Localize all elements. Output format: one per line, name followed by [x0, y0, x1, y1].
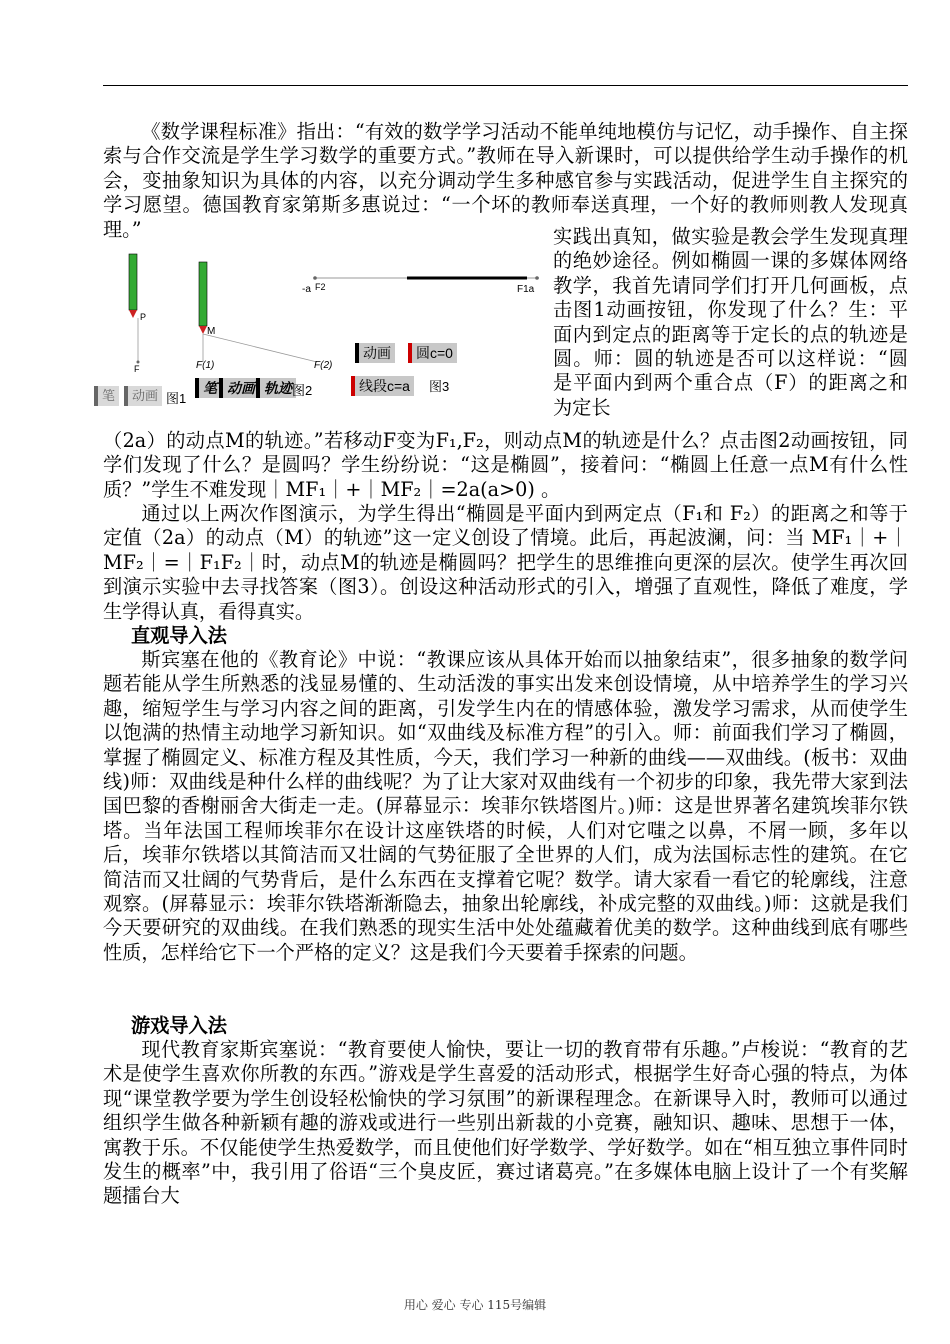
figure-3-drawing [307, 270, 547, 290]
label-f2: F(2) [314, 360, 333, 371]
fig3-segment-button[interactable]: 线段c=a [351, 376, 414, 396]
paragraph-1-continued: （2a）的动点M的轨迹。”若移动F变为F₁,F₂，则动点M的轨迹是什么？点击图2动画按钮，同学们发现了什么？是圆吗？学生纷纷说：“这是椭圆”，接着问：“椭圆上任意一点M有什么性质？”学生不难发现｜MF₁｜+｜MF₂｜=2a(a>0) 。 [103, 429, 908, 501]
fig1-pen-button[interactable]: 笔 [94, 386, 119, 406]
pen-bar-green-2 [199, 262, 207, 326]
label-f: F [134, 364, 140, 374]
page-footer: 用心 爱心 专心 115号编辑 [403, 1298, 547, 1312]
heading-intuitive: 直观导入法 [131, 624, 227, 647]
figures-area [92, 250, 547, 410]
point-neg-a [313, 276, 317, 280]
fig2-pen-button[interactable]: 笔 [195, 378, 221, 398]
fig3-circle-button[interactable]: 圆c=0 [408, 343, 457, 363]
fig2-trace-button[interactable]: 轨迹 [256, 378, 296, 398]
string-to-f2 [203, 334, 317, 362]
label-m: M [207, 326, 216, 337]
label-p: P [140, 312, 147, 322]
paragraph-3: 斯宾塞在他的《教育论》中说：“教课应该从具体开始而以抽象结束”，很多抽象的数学问题若能从学生所熟悉的浅显易懂的、生动活泼的事实出发来创设情境，从中培养学生的学习兴趣，缩短学生与学习内容之间的距离，引发学生内在的情感体验，激发学习需求，从而使学生以饱满的热情主动地学习新知识。如“双曲线及标准方程”的引入。师：前面我们学习了椭圆，掌握了椭圆定义、标准方程及其性质，今天，我们学习一种新的曲线——双曲线。(板书：双曲线)师：双曲线是种什么样的曲线呢？为了让大家对双曲线有一个初步的印象，我先带大家到法国巴黎的香榭丽舍大街走一走。(屏幕显示：埃菲尔铁塔图片。)师：这是世界著名建筑埃菲尔铁塔。当年法国工程师埃菲尔在设计这座铁塔的时候，人们对它嗤之以鼻，不屑一顾，多年以后，埃菲尔铁塔以其简洁而又壮阔的气势征服了全世界的人们，成为法国标志性的建筑。在它简洁而又壮阔的气势背后，是什么东西在支撑着它呢？数学。请大家看一看它的轮廓线，注意观察。(屏幕显示：埃菲尔铁塔渐渐隐去，抽象出轮廓线，补成完整的双曲线。)师：这就是我们今天要研究的双曲线。在我们熟悉的现实生活中处处蕴藏着优美的数学。这种曲线到底有哪些性质，怎样给它下一个严格的定义？这是我们今天要着手探索的问题。 [103, 648, 908, 964]
fig1-animate-button[interactable]: 动画 [124, 386, 162, 406]
heading-game: 游戏导入法 [131, 1014, 227, 1037]
figure-2-drawing [187, 250, 337, 375]
label-f1a: F1a [517, 284, 535, 295]
figure-1-drawing [92, 250, 172, 370]
pen-bar-green [129, 254, 137, 310]
paragraph-1: 《数学课程标准》指出：“有效的数学学习活动不能单纯地模仿与记忆，动手操作、自主探索与合作交流是学生学习数学的重要方式。”教师在导入新课时，可以提供给学生动手操作的机会，变抽象知识为具体的内容，以充分调动学生多种感官参与实践活动，促进学生自主探究的学习愿望。德国教育家第斯多惠说过：“一个坏的教师奉送真理，一个好的教师则教人发现真理。” [103, 120, 908, 241]
header-rule [103, 85, 908, 86]
fig1-caption: 图1 [166, 391, 187, 406]
paragraph-2: 通过以上两次作图演示，为学生得出“椭圆是平面内到两定点（F₁和 F₂）的距离之和等于定值（2a）的动点（M）的轨迹”这一定义创设了情境。此后，再起波澜，问：当 MF₁｜+｜MF₂｜=｜F₁F₂｜时，动点M的轨迹是椭圆吗？把学生的思维推向更深的层次。使学生再次回到演示实验中去寻找答案（图3）。创设这种活动形式的引入，增强了直观性，降低了难度，学生学得认真，看得真实。 [103, 502, 908, 623]
paragraph-1-wrap: 实践出真知，做实验是教会学生发现真理的绝妙途径。例如椭圆一课的多媒体网络教学，我首先请同学们打开几何画板，点击图1动画按钮，你发现了什么？生：平面内到定点的距离等于定长的点的轨迹是圆。师：圆的轨迹是否可以这样说：“圆是平面内到两个重合点（F）的距离之和为定长 [553, 225, 908, 419]
paragraph-4: 现代教育家斯宾塞说：“教育要使人愉快，要让一切的教育带有乐趣。”卢梭说：“教育的艺术是使学生喜欢你所教的东西。”游戏是学生喜爱的活动形式，根据学生好奇心强的特点，为体现“课堂教学要为学生创设轻松愉快的学习氛围”的新课程理念。在新课导入时，教师可以通过组织学生做各种新颖有趣的游戏或进行一些别出新裁的小竞赛，融知识、趣味、思想于一体，寓教于乐。不仅能使学生热爱数学，而且使他们好学数学、学好数学。如在“相互独立事件同时发生的概率”中，我引用了俗语“三个臭皮匠，赛过诸葛亮。”在多媒体电脑上设计了一个有奖解题擂台大 [103, 1038, 908, 1208]
label-neg-a: -a [302, 284, 311, 295]
label-f1: F(1) [196, 360, 215, 371]
label-f2-axis: F2 [315, 282, 326, 292]
fig3-caption: 图3 [429, 379, 450, 394]
fig3-animate-button[interactable]: 动画 [355, 343, 395, 363]
pen-tip-2 [199, 326, 207, 334]
point-f1a [535, 276, 539, 280]
fig2-animate-button[interactable]: 动画 [219, 378, 259, 398]
fig2-caption: 图2 [292, 383, 313, 398]
pen-tip [129, 310, 137, 318]
